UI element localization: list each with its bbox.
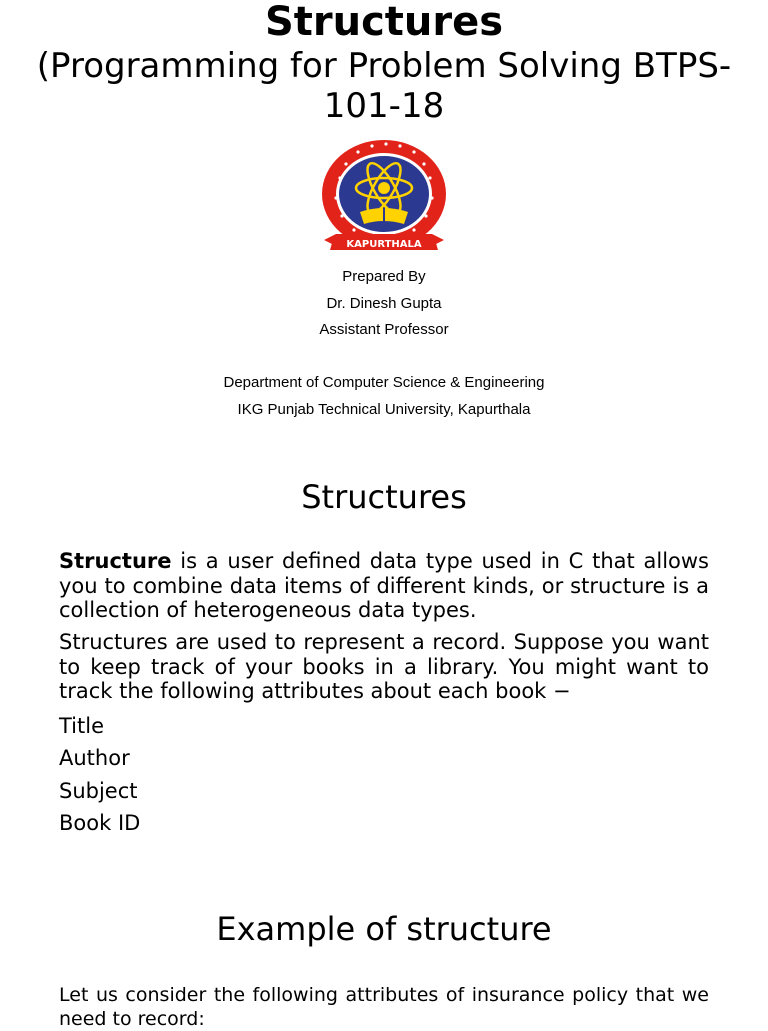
definition-term: Structure xyxy=(59,549,172,573)
author-block xyxy=(0,264,768,344)
list-item: Title xyxy=(59,714,105,738)
department-block xyxy=(0,370,768,423)
slide-title: Structures xyxy=(264,0,504,45)
definition-text: is a user defined data type used in C that allows you to combine data items of different kinds, or structure is a collection of heterogeneous data types. xyxy=(59,549,709,622)
prepared-by-label: Prepared By xyxy=(342,268,426,285)
structure-definition xyxy=(59,549,709,623)
logo-banner-text: KAPURTHALA xyxy=(346,239,422,250)
department-name: Department of Computer Science & Engineering xyxy=(223,374,545,391)
example-heading: Example of structure xyxy=(216,910,552,948)
list-item: Author xyxy=(59,746,130,771)
university-name: IKG Punjab Technical University, Kapurthala xyxy=(237,400,531,418)
list-item: Book ID xyxy=(59,810,141,835)
list-item: Subject xyxy=(59,778,138,803)
record-paragraph: Structures are used to represent a record. Suppose you want to keep track of your books in a library. You might want to track the following attributes about each book − xyxy=(59,630,709,703)
book-attribute-list xyxy=(59,710,140,839)
structures-heading: Structures xyxy=(301,478,467,516)
slide-subtitle xyxy=(0,46,768,126)
author-name: Dr. Dinesh Gupta xyxy=(326,294,442,312)
subtitle-line-2: 101-18 xyxy=(323,86,445,126)
example-intro: Let us consider the following attributes of insurance policy that we need to record: xyxy=(59,984,709,1030)
author-title: Assistant Professor xyxy=(319,321,449,338)
subtitle-line-1: (Programming for Problem Solving BTPS- xyxy=(36,46,732,86)
university-logo-icon xyxy=(320,138,448,262)
